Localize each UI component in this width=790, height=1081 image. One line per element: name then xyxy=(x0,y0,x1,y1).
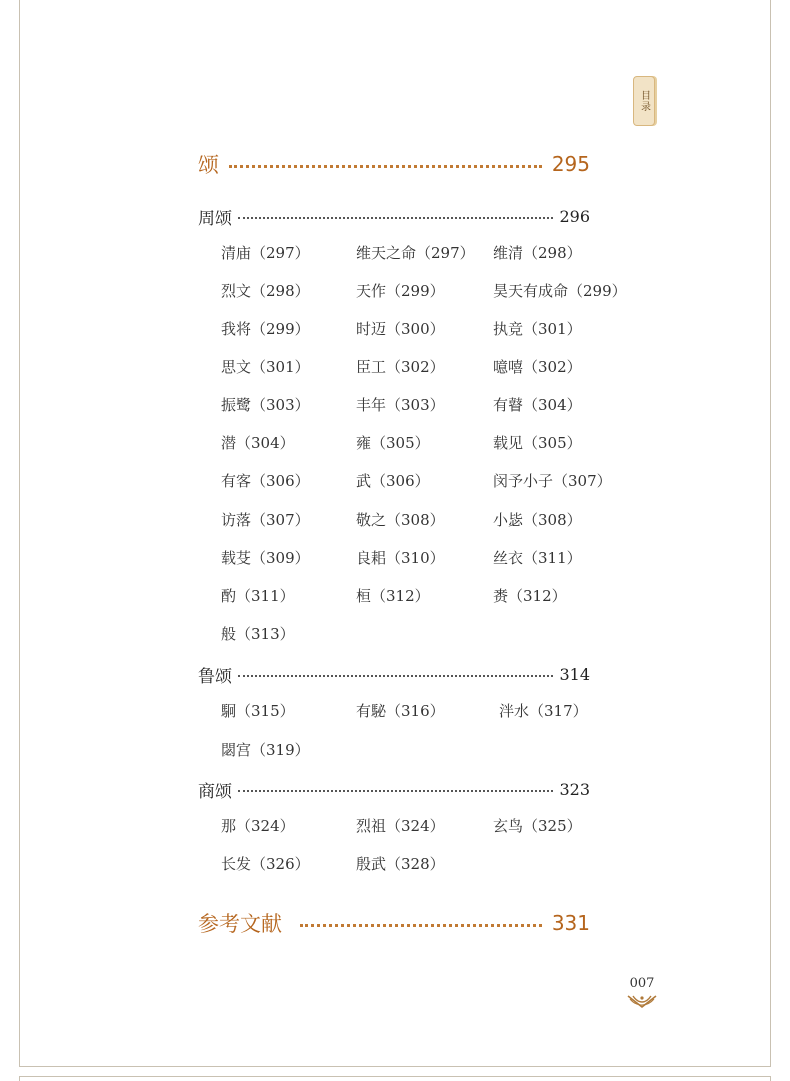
toc-side-tab: 目录 xyxy=(633,76,655,126)
toc-entry: 载见（305） xyxy=(493,434,582,452)
section-references-page: 331 xyxy=(551,911,590,935)
toc-entry: 臣工（302） xyxy=(356,358,445,376)
dot-leader xyxy=(238,790,553,792)
section-references-title: 参考文献 xyxy=(198,912,282,936)
subsection-zhou-title: 周颂 xyxy=(198,208,232,229)
dot-leader xyxy=(238,217,553,219)
toc-entry: 振鹭（303） xyxy=(221,396,310,414)
toc-entry: 烈文（298） xyxy=(221,282,310,300)
toc-entry: 昊天有成命（299） xyxy=(493,282,627,300)
toc-entry: 有駜（316） xyxy=(356,702,445,720)
toc-entry: 武（306） xyxy=(356,472,430,490)
toc-entry: 思文（301） xyxy=(221,358,310,376)
toc-entry: 丰年（303） xyxy=(356,396,445,414)
subsection-shang-page: 323 xyxy=(559,779,590,799)
toc-entry: 清庙（297） xyxy=(221,244,310,262)
toc-entry: 烈祖（324） xyxy=(356,817,445,835)
toc-entry: 殷武（328） xyxy=(356,855,445,873)
toc-entry: 有瞽（304） xyxy=(493,396,582,414)
toc-entry: 桓（312） xyxy=(356,587,430,605)
toc-entry: 长发（326） xyxy=(221,855,310,873)
toc-entry: 閟宫（319） xyxy=(221,741,310,759)
section-references xyxy=(198,909,590,937)
toc-entry: 天作（299） xyxy=(356,282,445,300)
subsection-lu-title: 鲁颂 xyxy=(198,666,232,687)
subsection-lu xyxy=(198,662,590,686)
dot-leader xyxy=(229,165,542,168)
toc-entry: 时迈（300） xyxy=(356,320,445,338)
bottom-border xyxy=(19,1076,771,1081)
dot-leader xyxy=(300,924,542,927)
section-song-title: 颂 xyxy=(198,153,219,177)
dot-leader xyxy=(238,675,553,677)
toc-entry: 酌（311） xyxy=(221,587,295,605)
toc-entry: 駉（315） xyxy=(221,702,295,720)
toc-entry: 般（313） xyxy=(221,625,295,643)
toc-entry: 维天之命（297） xyxy=(356,244,475,262)
subsection-lu-page: 314 xyxy=(559,664,590,684)
toc-entry: 赉（312） xyxy=(493,587,567,605)
subsection-shang xyxy=(198,777,590,801)
toc-entry: 小毖（308） xyxy=(493,511,582,529)
toc-entry: 访落（307） xyxy=(221,511,310,529)
subsection-shang-title: 商颂 xyxy=(198,781,232,802)
subsection-zhou xyxy=(198,204,590,228)
toc-entry: 那（324） xyxy=(221,817,295,835)
toc-entry: 闵予小子（307） xyxy=(493,472,612,490)
toc-entry: 我将（299） xyxy=(221,320,310,338)
section-song xyxy=(198,150,590,178)
section-song-page: 295 xyxy=(551,152,590,176)
toc-entry: 雍（305） xyxy=(356,434,430,452)
toc-entry: 玄鸟（325） xyxy=(493,817,582,835)
toc-entry: 有客（306） xyxy=(221,472,310,490)
page-number: 007 xyxy=(629,976,655,991)
toc-entry: 敬之（308） xyxy=(356,511,445,529)
toc-entry: 潜（304） xyxy=(221,434,295,452)
toc-entry: 良耜（310） xyxy=(356,549,445,567)
toc-entry: 丝衣（311） xyxy=(493,549,582,567)
toc-entry: 噫嘻（302） xyxy=(493,358,582,376)
ornament-icon xyxy=(626,993,658,1009)
toc-entry: 载芟（309） xyxy=(221,549,310,567)
toc-entry: 维清（298） xyxy=(493,244,582,262)
toc-entry: 泮水（317） xyxy=(499,702,588,720)
toc-entry: 执竞（301） xyxy=(493,320,582,338)
subsection-zhou-page: 296 xyxy=(559,206,590,226)
